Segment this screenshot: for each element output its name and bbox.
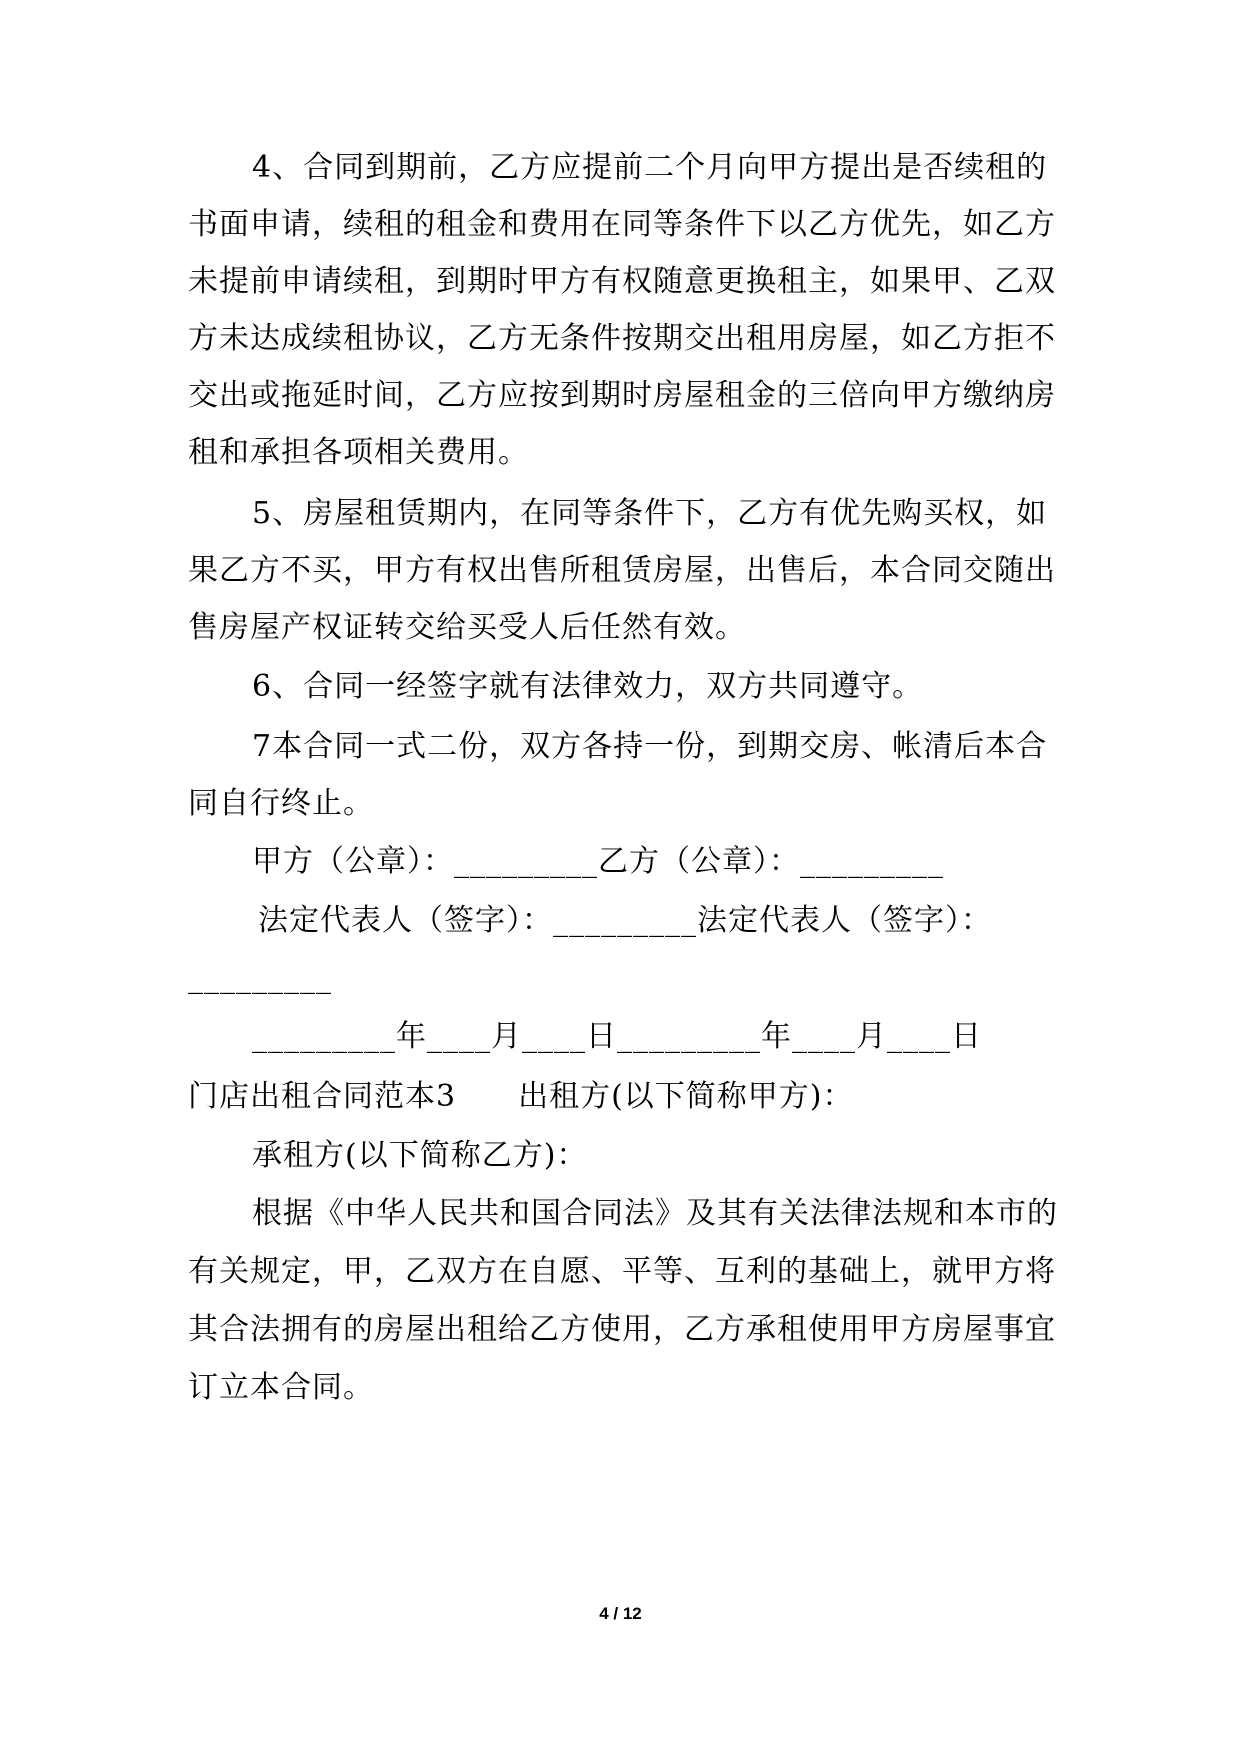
paragraph-line: 未提前申请续租，到期时甲方有权随意更换租主，如果甲、乙双 xyxy=(188,264,1056,299)
paragraph-line: 6、合同一经签字就有法律效力，双方共同遵守。 xyxy=(252,669,924,704)
paragraph-line: 售房屋产权证转交给买受人后任然有效。 xyxy=(188,610,746,645)
paragraph-line: 书面申请，续租的租金和费用在同等条件下以乙方优先，如乙方 xyxy=(188,207,1056,242)
paragraph-line: 根据《中华人民共和国合同法》及其有关法律法规和本市的 xyxy=(252,1196,1058,1231)
paragraph-line: 其合法拥有的房屋出租给乙方使用，乙方承租使用甲方房屋事宜 xyxy=(188,1312,1056,1347)
paragraph-line: 7本合同一式二份，双方各持一份，到期交房、帐清后本合 xyxy=(252,729,1048,764)
contract-heading-line: 门店出租合同范本3 出租方(以下简称甲方)： xyxy=(188,1079,854,1114)
paragraph-line: 交出或拖延时间，乙方应按到期时房屋租金的三倍向甲方缴纳房 xyxy=(188,378,1056,413)
paragraph-line: 承租方(以下简称乙方)： xyxy=(252,1138,588,1173)
paragraph-line: 果乙方不买，甲方有权出售所租赁房屋，出售后，本合同交随出 xyxy=(188,553,1056,588)
paragraph-line: 方未达成续租协议，乙方无条件按期交出租用房屋，如乙方拒不 xyxy=(188,321,1056,356)
paragraph-line: 有关规定，甲，乙双方在自愿、平等、互利的基础上，就甲方将 xyxy=(188,1254,1056,1289)
paragraph-line: 同自行终止。 xyxy=(188,786,374,821)
signature-blank: _________ xyxy=(188,960,332,995)
signature-line-seal: 甲方（公章）：_________乙方（公章）：_________ xyxy=(252,844,944,879)
paragraph-line: 5、房屋租赁期内，在同等条件下，乙方有优先购买权，如 xyxy=(252,496,1048,531)
paragraph-line: 4、合同到期前，乙方应提前二个月向甲方提出是否续租的 xyxy=(252,150,1048,185)
signature-line-representative: 法定代表人（签字）：_________法定代表人（签字）： xyxy=(258,903,992,938)
signature-date-line: _________年____月____日_________年____月____日 xyxy=(252,1019,982,1054)
paragraph-line: 订立本合同。 xyxy=(188,1370,374,1405)
page-number: 4 / 12 xyxy=(599,1604,642,1623)
paragraph-line: 租和承担各项相关费用。 xyxy=(188,435,529,470)
